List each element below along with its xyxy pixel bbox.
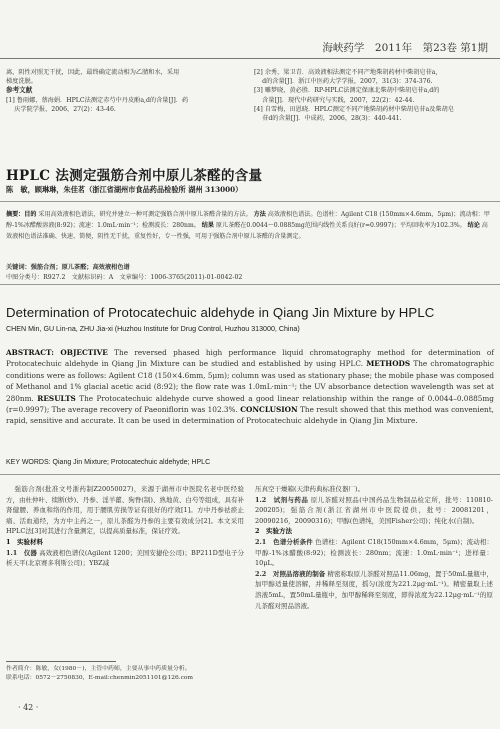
subsection-heading: 2.2 对照品溶液的制备 <box>255 569 326 578</box>
divider <box>0 474 500 475</box>
abstract-methods: The chromatographic conditions were as follows: Agilent C18 (150×4.6mm, 5μm); column was used as stationary phase; the mobile phase was composed of Methanol and 1% glacial acetic acid (8:92); the flow rate was 1.0mL·min⁻¹; the UV absorbance detection wavelength was set at 280nm. <box>6 359 494 403</box>
abstract-conclusion: 高效液相色谱法准确、快速、简便，阴性无干扰，重复性好，专一性强，可用于强筋合剂中原儿茶醛的含量测定。 <box>6 222 488 241</box>
abstract-results: The Protocatechuic aldehyde curve showed a good linear relationship within the range of 0.0044–0.0885mg (r=0.9997); The average recovery of Paeoniflorin was 102.3%. <box>6 393 494 415</box>
abstract-result: 原儿茶醛在0.0044～0.0885mg范围内线性关系良好(r=0.9997)；平均回收率为102.3%。 <box>215 222 466 230</box>
subsection-paragraph <box>6 548 244 569</box>
abstract-en <box>6 347 494 427</box>
text-line: 梯度洗脱。 <box>6 78 37 86</box>
footnote-rule <box>6 661 116 662</box>
reference-item: 苷d的含量[J]．中成药，2006，28(3)：440-441. <box>254 115 402 123</box>
reference-item: [2] 余秀，梁卫青．高效液相法测定不同产地柴胡药材中柴胡皂苷a, <box>254 69 438 76</box>
subsection-paragraph <box>255 495 493 527</box>
reference-item: 庆学院学报，2006，27(2)：43-46. <box>6 105 116 113</box>
authors-en: CHEN Min, GU Lin-na, ZHU Jia-xi (Huzhou Institute for Drug Control, Huzhou 313000, China) <box>6 325 300 333</box>
subsection-text: 精密称取原儿茶醛对照品11.06mg，置于50mL量瓶中，加甲醇适量使溶解，并稀释至刻度，摇匀(浓度为221.2μg·mL⁻¹)。精密量取上述溶液5mL，置50mL量瓶中，加甲醇稀释至刻度，即得浓度为22.12μg·mL⁻¹的原儿茶醛对照品溶液。 <box>255 569 494 610</box>
section-heading: 1 实验材料 <box>6 537 44 546</box>
intro-paragraph: 强筋合剂(批准文号浙药制Z20050027)，来源于湖州市中医院名老中医经验方，由杜仲叶、续断(炒)、丹参、淫羊藿、狗脊(制)、熟地黄、白芍等组成，具有补肾健腰、养血和络的作用，用于腰肌劳损等证有很好的疗效[1]。方中丹参祛瘀止痛、活血通经，为方中主药之一，原儿茶醛为丹参的主要有效成分[2]。本文采用HPLC法[3]对其进行含量测定，以提高质量标准，保证疗效。 <box>6 485 244 536</box>
methods-label: METHODS <box>366 359 411 369</box>
reference-item: [4] 自雪梅，田恩晓．HPLC测定不同产地柴胡药材中柴胡皂苷a及柴胡皂 <box>254 105 454 113</box>
abstract-label: 摘要：目的 <box>6 211 37 218</box>
body-left-column <box>6 484 244 569</box>
journal-header: 海峡药学 2011年 第23卷 第1期 <box>322 42 488 54</box>
subsection-text: 原儿茶醛对照品(中国药品生物制品检定所，批号：110810-200205)；强筋合剂(浙江省湖州市中医院提供，批号：20081201，20090216，20090316)；甲醇(色谱纯，美国Fisher公司)；纯化水(自制)。 <box>255 495 494 525</box>
article-title-cn: HPLC 法测定强筋合剂中原儿茶醛的含量 <box>6 168 263 184</box>
abstract-objective: The reversed phased high performance liquid chromatography method for determination of Protocatechuic aldehyde in Qiang Jin Mixture can be studied and established by using HPLC. <box>6 348 494 369</box>
conclusion-label-en: CONCLUSION <box>240 405 298 415</box>
previous-article-right-column <box>254 68 494 123</box>
subsection-paragraph <box>255 537 493 569</box>
abstract-conclusion-en: The result showed that this method was convenient, rapid, sensitive and accurate. It can be used in determination of Protocatechuic aldehyde in Qiang Jin Mixture. <box>6 405 494 426</box>
conclusion-label: 结论 <box>467 222 480 230</box>
reference-item: [3] 雕梦晓，黄必胜．RP-HPLC法测定保康北柴胡中柴胡皂苷a,d的 <box>254 87 440 95</box>
divider <box>0 284 500 285</box>
article-title-en: Determination of Protocatechuic aldehyde in Qiang Jin Mixture by HPLC <box>6 305 435 320</box>
body-right-column <box>255 484 493 611</box>
subsection-heading: 1.2 试剂与药品 <box>255 495 309 504</box>
references-title: 参考文献 <box>6 86 33 95</box>
abstract-method: 高效液相色谱法。色谱柱：Agilent C18 (150mm×4.6mm，5μm)；流动相：甲醇-1%冰醋酸溶液(8:92)；流速：1.0mL·min⁻¹；检测波长：280nm。 <box>6 211 490 230</box>
authors-cn: 陈 敏，顾琳琳，朱佳茗（浙江省湖州市食品药品检验所 湖州 313000） <box>6 185 243 194</box>
author-bio: 作者简介：陈敏，女(1980－)，主管中药师，主要从事中药质量分析。 <box>6 666 191 672</box>
reference-item: d的含量[J]．浙江中医药大学学报，2007，31(3)：374-376. <box>254 78 433 86</box>
subsection-text: 高效液相色谱仪(Agilent 1200；美国安捷伦公司)；BP211D型电子分析天平(北京赛多利斯公司)；YBZ减 <box>6 548 244 568</box>
divider <box>0 201 500 202</box>
subsection-heading: 2.1 色谱分析条件 <box>255 537 313 546</box>
subsection-heading: 1.1 仪器 <box>6 548 37 557</box>
footnote <box>6 665 246 683</box>
reference-item: [1] 鲁雨娜，蔡海娟．HPLC法测定赤芍中丹皮酚a,d的含量[J]．药 <box>6 96 189 104</box>
objective-label: ABSTRACT: OBJECTIVE <box>6 348 108 357</box>
text-line: 离，阴性对照无干扰，因此，最终确定流动相为乙腈和水，采用 <box>6 69 180 76</box>
method-label: 方法 <box>253 211 266 218</box>
result-label: 结果 <box>201 222 214 230</box>
subsection-text: 色谱柱：Agilent C18(150mm×4.6mm，5μm)；流动相：甲醇-1%冰醋酸(8:92)；检测波长：280nm；流速：1.0mL·min⁻¹；进样量：10μL。 <box>255 537 493 568</box>
header-rule <box>0 58 500 59</box>
page-number: · 42 · <box>18 703 39 712</box>
continued-text: 压真空干燥箱(天津药典标准仪器厂)。 <box>255 485 365 493</box>
reference-item: 含量[J]．现代中药研究与实践，2007，22(2)：42-44. <box>254 96 415 104</box>
abstract-purpose: 采用高效液相色谱法，研究并建立一种可测定强筋合剂中原儿茶醛含量的方法。 <box>38 211 252 218</box>
abstract-cn <box>6 209 492 243</box>
classification-line: 中图分类号：R927.2 文献标识码：A 文章编号：1006-3765(2011)-01-0042-02 <box>6 274 243 281</box>
contact-info: 联系电话：0572－2750830，E-mail:chenmin2051101@126.com <box>6 675 194 681</box>
results-label: RESULTS <box>37 393 76 403</box>
subsection-paragraph <box>255 569 493 611</box>
section-heading: 2 实验方法 <box>255 527 293 536</box>
previous-article-left-column <box>6 68 246 114</box>
keywords-en: KEY WORDS: Qiang Jin Mixture; Protocatechuic aldehyde; HPLC <box>6 459 211 466</box>
keywords-cn: 关键词：强筋合剂；原儿茶醛；高效液相色谱 <box>6 264 130 271</box>
